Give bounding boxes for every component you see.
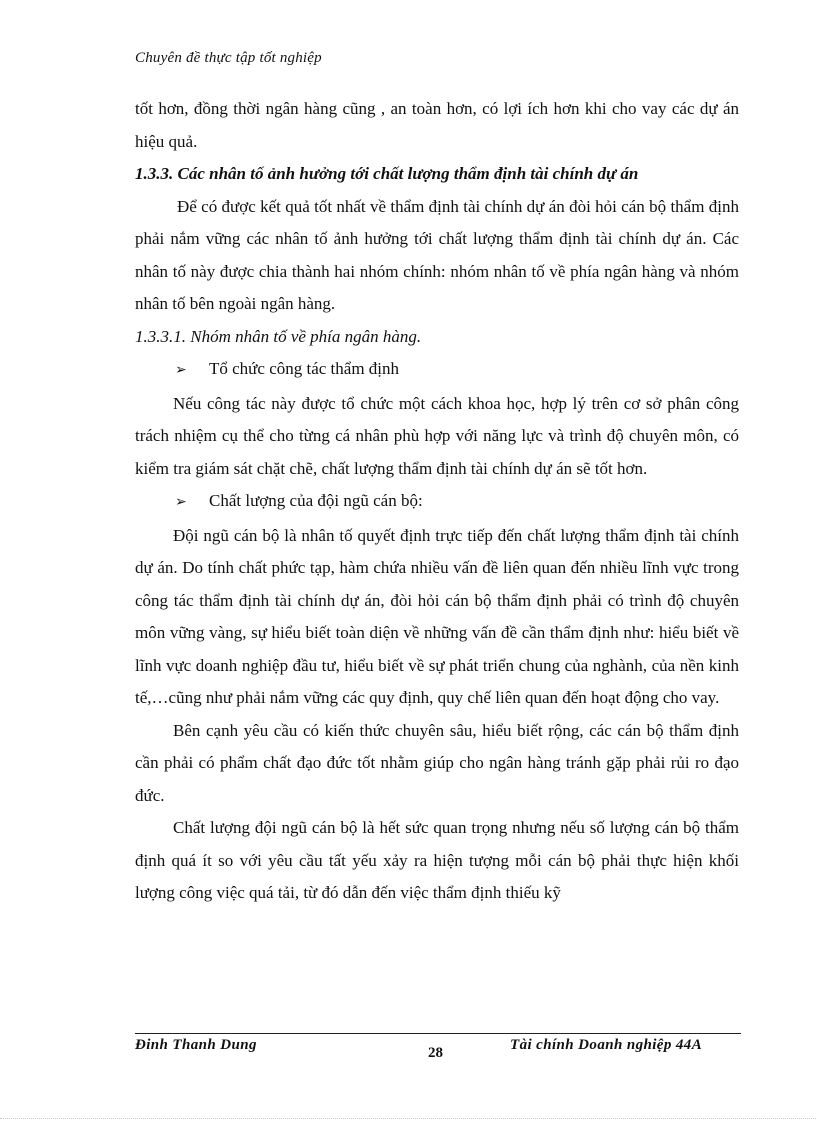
- bullet-staff-quality-text: Chất lượng của đội ngũ cán bộ:: [209, 491, 423, 510]
- document-body: [135, 93, 739, 910]
- footer-divider: [135, 1033, 741, 1034]
- bullet-organization-text: Tổ chức công tác thẩm định: [209, 359, 400, 378]
- arrow-bullet-icon: ➢: [175, 495, 187, 510]
- section-heading: 1.3.3. Các nhân tố ảnh hưởng tới chất lượng thẩm định tài chính dự án: [135, 164, 639, 183]
- paragraph-quantity: Chất lượng đội ngũ cán bộ là hết sức quan trọng nhưng nếu số lượng cán bộ thẩm định quá ít so với yêu cầu tất yếu xảy ra hiện tượng mỗi cán bộ phải thực hiện khối lượng công việc quá tải, từ đó dẫn đến việc thẩm định thiếu kỹ: [135, 818, 739, 902]
- page-number: 28: [428, 1045, 443, 1061]
- paragraph-staff: Đội ngũ cán bộ là nhân tố quyết định trực tiếp đến chất lượng thẩm định tài chính dự án. Do tính chất phức tạp, hàm chứa nhiều vấn đề liên quan đến nhiều lĩnh vực trong công tác thẩm định tài chính dự án, đòi hỏi cán bộ thẩm định phải có trình độ chuyên môn vững vàng, sự hiểu biết toàn diện về những vấn đề cần thẩm định như: hiểu biết về lĩnh vực doanh nghiệp đầu tư, hiểu biết về sự phát triển chung của nghành, của nền kinh tế,…cũng như phải nắm vững các quy định, quy chế liên quan đến hoạt động cho vay.: [135, 525, 739, 707]
- bullet-organization: [135, 353, 739, 388]
- paragraph-factors: Để có được kết quả tốt nhất về thẩm định tài chính dự án đòi hỏi cán bộ thẩm định phải nắm vững các nhân tố ảnh hưởng tới chất lượng thẩm định tài chính dự án. Các nhân tố này được chia thành hai nhóm chính: nhóm nhân tố về phía ngân hàng và nhóm nhân tố bên ngoài ngân hàng.: [135, 196, 739, 313]
- paragraph-organization: Nếu công tác này được tổ chức một cách khoa học, hợp lý trên cơ sở phân công trách nhiệm cụ thể cho từng cá nhân phù hợp với năng lực và trình độ chuyên môn, có kiểm tra giám sát chặt chẽ, chất lượng thẩm định tài chính dự án sẽ tốt hơn.: [135, 393, 739, 478]
- paragraph-ethics: Bên cạnh yêu cầu có kiến thức chuyên sâu, hiểu biết rộng, các cán bộ thẩm định cần phải có phẩm chất đạo đức tốt nhằm giúp cho ngân hàng tránh gặp phải rủi ro đạo đức.: [135, 720, 739, 805]
- bullet-staff-quality: [135, 485, 739, 520]
- subsection-heading: 1.3.3.1. Nhóm nhân tố về phía ngân hàng.: [135, 326, 422, 346]
- paragraph-intro: tốt hơn, đồng thời ngân hàng cũng , an toàn hơn, có lợi ích hơn khi cho vay các dự án hiệu quả.: [135, 99, 739, 151]
- arrow-bullet-icon: ➢: [175, 363, 187, 378]
- footer-department: Tài chính Doanh nghiệp 44A: [510, 1037, 703, 1053]
- page-edge-divider: [0, 1118, 816, 1119]
- page-header-title: Chuyên đề thực tập tốt nghiệp: [135, 50, 322, 66]
- footer-author: Đinh Thanh Dung: [135, 1037, 257, 1053]
